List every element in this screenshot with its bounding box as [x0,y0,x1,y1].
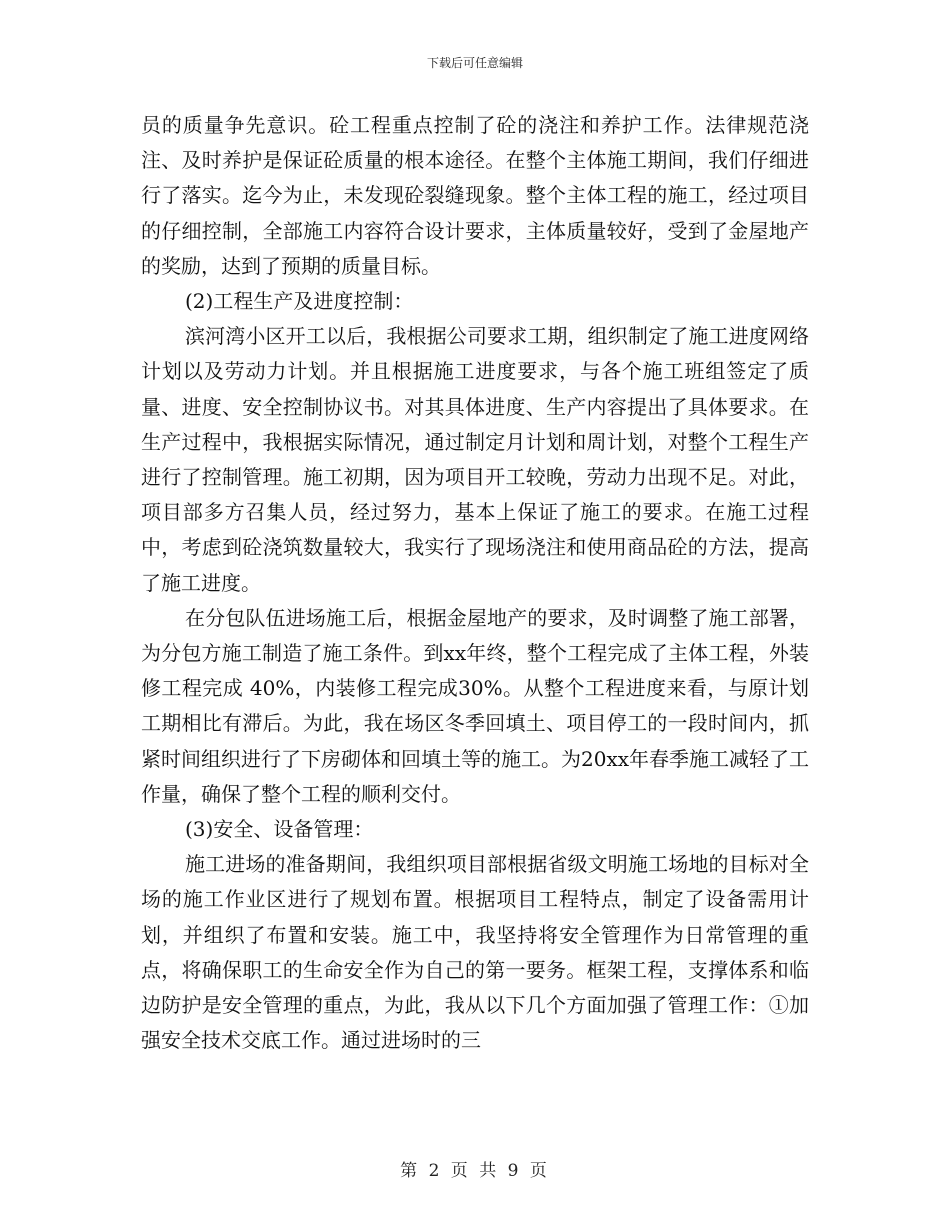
document-body [141,108,809,1058]
section-heading-safety-equipment: (3)安全、设备管理： [185,817,374,842]
body-paragraph: 滨河湾小区开工以后，我根据公司要求工期，组织制定了施工进度网络计划以及劳动力计划。并且根据施工进度要求，与各个施工班组签定了质量、进度、安全控制协议书。对其具体进度、生产内容提出了具体要求。在生产过程中，我根据实际情况，通过制定月计划和周计划，对整个工程生产进行了控制管理。施工初期，因为项目开工较晚，劳动力出现不足。对此，项目部多方召集人员，经过努力，基本上保证了施工的要求。在施工过程中，考虑到砼浇筑数量较大，我实行了现场浇注和使用商品砼的方法，提高了施工进度。 [141,324,809,595]
section-heading-progress-control: (2)工程生产及进度控制： [185,289,414,314]
page-header: 下载后可任意编辑 [426,56,523,70]
body-paragraph: 施工进场的准备期间，我组织项目部根据省级文明施工场地的目标对全场的施工作业区进行了规划布置。根据项目工程特点，制定了设备需用计划，并组织了布置和安装。施工中，我坚持将安全管理作为日常管理的重点，将确保职工的生命安全作为自己的第一要务。框架工程，支撑体系和临边防护是安全管理的重点，为此，我从以下几个方面加强了管理工作：①加强安全技术交底工作。通过进场时的三 [141,852,809,1053]
body-paragraph: 在分包队伍进场施工后，根据金屋地产的要求，及时调整了施工部署，为分包方施工制造了施工条件。到xx年终，整个工程完成了主体工程，外装修工程完成 40%，内装修工程完成30%。从整个工程进度来看，与原计划工期相比有滞后。为此，我在场区冬季回填土、项目停工的一段时间内，抓紧时间组织进行了下房砌体和回填土等的施工。为20xx年春季施工减轻了工作量，确保了整个工程的顺利交付。 [141,605,810,806]
page-number-footer: 第 2 页 共 9 页 [400,1161,550,1181]
body-paragraph-continuation: 员的质量争先意识。砼工程重点控制了砼的浇注和养护工作。法律规范浇注、及时养护是保证砼质量的根本途径。在整个主体施工期间，我们仔细进行了落实。迄今为止，未发现砼裂缝现象。整个主体工程的施工，经过项目的仔细控制，全部施工内容符合设计要求，主体质量较好，受到了金屋地产的奖励，达到了预期的质量目标。 [141,113,809,278]
